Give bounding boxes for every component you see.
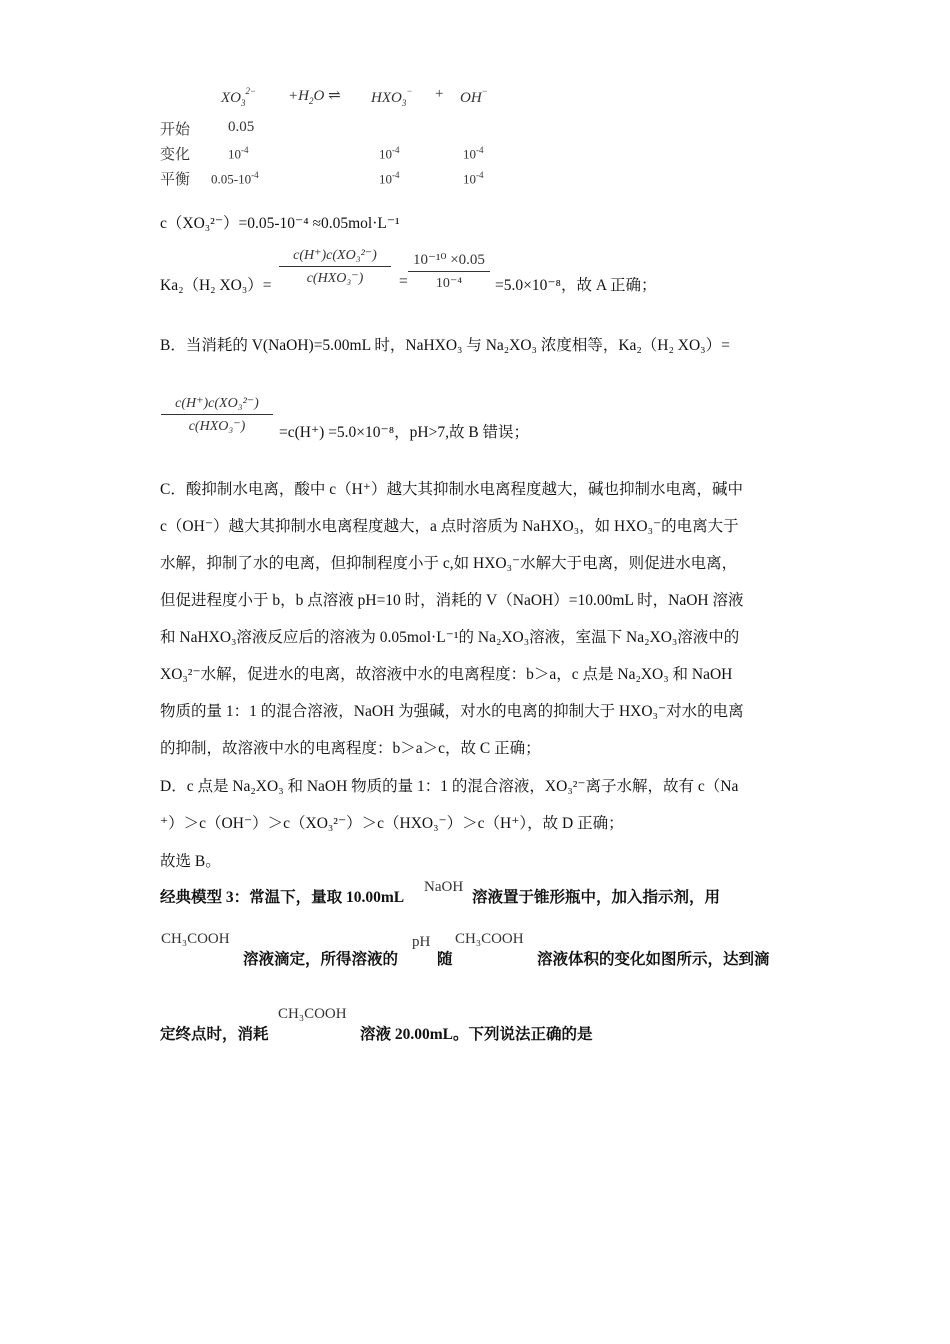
model3-naoh-object: NaOH: [424, 879, 464, 895]
ice-change-c2-base: 10: [379, 146, 392, 162]
option-b-line: B．当消耗的 V(NaOH)=5.00mL 时，NaHXO₃ 与 Na₂XO₃ 浓度相等，Ka₂（H₂ XO₃）=: [160, 337, 730, 354]
ice-change-c3-sup: -4: [476, 145, 484, 155]
water-o: O: [313, 88, 325, 104]
option-c-line: C．酸抑制水电离，酸中 c（H⁺）越大其抑制水电离程度越大，碱也抑制水电离，碱中: [160, 481, 743, 498]
equation-plus: +: [435, 86, 444, 102]
model3-line1-b: 溶液置于锥形瓶中，加入指示剂，用: [472, 889, 721, 906]
ka2-result: =5.0×10⁻⁸，故 A 正确；: [495, 277, 657, 294]
model3-ch3cooh-object-2: CH₃COOH: [455, 931, 524, 947]
option-c-line: 水解，抑制了水的电离，但抑制程度小于 c,如 HXO₃⁻水解大于电离，则促进水电离，: [160, 555, 738, 572]
model3-ph-object: pH: [412, 934, 431, 950]
equilibrium-arrow-icon: ⇌: [328, 88, 341, 104]
ice-change-c1: [228, 145, 249, 162]
reactant1-sub: 3: [241, 98, 246, 108]
reactant1-sup: 2−: [245, 86, 257, 96]
ice-eq-c1: [211, 170, 259, 187]
ice-eq-c3: [463, 170, 484, 187]
option-b-frac-denominator: c(HXO₃⁻): [188, 419, 246, 434]
reactant1-text: XO: [221, 90, 241, 106]
model3-ch3cooh-object-3: CH₃COOH: [278, 1006, 347, 1022]
ice-eq-c1-sup: -4: [251, 170, 259, 180]
ice-eq-c1-base: 0.05-10: [211, 171, 252, 187]
ice-label-change: 变化: [160, 147, 191, 163]
option-c-paragraph: [160, 471, 800, 767]
equation-product2: [460, 86, 488, 107]
option-b-fraction: [161, 395, 273, 435]
water-sub: 2: [308, 96, 314, 106]
model3-line1-a: 经典模型 3：常温下，量取 10.00mL: [160, 889, 405, 906]
ice-change-c1-base: 10: [228, 146, 241, 162]
ice-change-c1-sup: -4: [241, 145, 249, 155]
model3-line2-a: 溶液滴定，所得溶液的: [243, 951, 399, 968]
ice-eq-c2-base: 10: [379, 171, 392, 187]
option-c-line: 物质的量 1：1 的混合溶液，NaOH 为强碱，对水的电离的抑制大于 HXO₃⁻对水的电离: [160, 703, 744, 720]
ice-change-c3-base: 10: [463, 146, 476, 162]
ice-eq-c2: [379, 170, 400, 187]
ka2-frac1-denominator: c(HXO₃⁻): [306, 271, 364, 286]
option-c-line: c（OH⁻）越大其抑制水电离程度越大，a 点时溶质为 NaHXO₃，如 HXO₃⁻的电离大于: [160, 518, 739, 535]
option-c-line: 但促进程度小于 b，b 点溶液 pH=10 时，消耗的 V（NaOH）=10.00mL 时，NaOH 溶液: [160, 592, 744, 609]
ice-eq-c2-sup: -4: [392, 170, 400, 180]
option-c-line: XO₃²⁻水解，促进水的电离，故溶液中水的电离程度：b＞a，c 点是 Na₂XO₃ 和 NaOH: [160, 666, 733, 683]
plus-water-text: +H: [288, 88, 309, 104]
model3-ch3cooh-object-1: CH₃COOH: [161, 931, 230, 947]
ka2-frac2-denominator: 10⁻⁴: [435, 276, 463, 291]
ice-change-c2-sup: -4: [392, 145, 400, 155]
answer-line: 故选 B。: [160, 853, 221, 870]
option-d-line: D．c 点是 Na₂XO₃ 和 NaOH 物质的量 1：1 的混合溶液，XO₃²⁻离子水解，故有 c（Na: [160, 778, 739, 795]
ka2-fraction-2: [408, 250, 490, 292]
ka2-lhs: Ka₂（H₂ XO₃）=: [160, 277, 272, 294]
option-b-frac-numerator: c(H⁺)c(XO₃²⁻): [161, 395, 273, 415]
model3-line2-b: 随: [437, 951, 453, 968]
equation-reactant1: [221, 86, 256, 108]
ice-change-c3: [463, 145, 484, 162]
option-d-line: ⁺）＞c（OH⁻）＞c（XO₃²⁻）＞c（HXO₃⁻）＞c（H⁺），故 D 正确；: [160, 815, 624, 832]
ka2-frac2-numerator: 10⁻¹⁰ ×0.05: [408, 250, 490, 272]
ice-label-start: 开始: [160, 122, 191, 138]
option-b-tail: =c(H⁺) =5.0×10⁻⁸，pH>7,故 B 错误；: [279, 424, 530, 441]
ice-label-equilibrium: 平衡: [160, 172, 191, 188]
ice-eq-c3-sup: -4: [476, 170, 484, 180]
option-c-line: 的抑制，故溶液中水的电离程度：b＞a＞c，故 C 正确；: [160, 740, 541, 757]
ka2-fraction-1: [279, 247, 391, 287]
product2-sup: −: [481, 86, 488, 96]
option-c-line: 和 NaHXO₃溶液反应后的溶液为 0.05mol·L⁻¹的 Na₂XO₃溶液，室温下 Na₂XO₃溶液中的: [160, 629, 740, 646]
model3-line3-b: 溶液 20.00mL。下列说法正确的是: [360, 1026, 593, 1043]
product2-text: OH: [460, 90, 482, 106]
option-d-paragraph: [160, 768, 800, 842]
ice-eq-c3-base: 10: [463, 171, 476, 187]
product1-sup: −: [406, 86, 413, 96]
product1-sub: 3: [401, 98, 407, 108]
product1-text: HXO: [371, 90, 402, 106]
ice-start-c1: 0.05: [228, 119, 255, 135]
equation-product1: [371, 86, 412, 108]
line-cxo3: c（XO₃²⁻）=0.05-10⁻⁴ ≈0.05mol·L⁻¹: [160, 215, 400, 232]
equation-water: [288, 86, 341, 106]
ka2-frac1-numerator: c(H⁺)c(XO₃²⁻): [279, 247, 391, 267]
model3-line2-c: 溶液体积的变化如图所示，达到滴: [537, 951, 770, 968]
ka2-equals: =: [399, 273, 408, 290]
model3-line3-a: 定终点时，消耗: [160, 1026, 269, 1043]
ice-change-c2: [379, 145, 400, 162]
